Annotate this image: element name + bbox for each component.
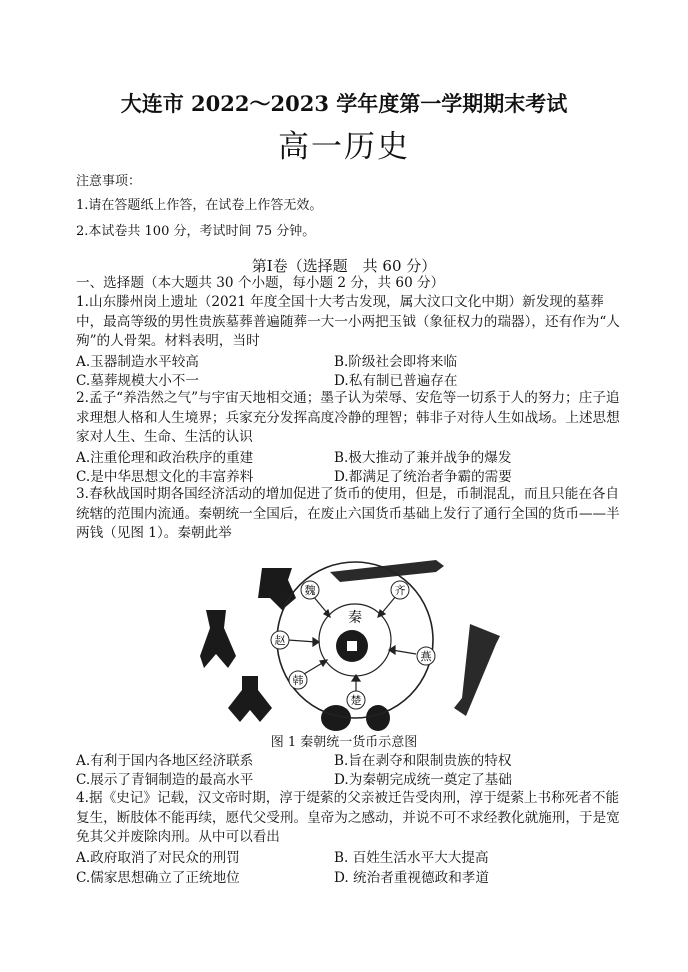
- exam-title: 大连市 2022～2023 学年度第一学期期末考试: [120, 91, 568, 116]
- state-label-zhao: 赵: [274, 634, 286, 647]
- q4-option-d: D. 统治者重视德政和孝道: [334, 870, 489, 886]
- state-label-chu: 楚: [350, 694, 362, 707]
- currency-unification-figure: [200, 558, 500, 736]
- question-3-stem: 3.春秋战国时期各国经济活动的增加促进了货币的使用，但是，币制混乱，而且只能在各自统辖的范围内流通。秦朝统一全国后，在废止六国货币基础上发行了通行全国的货币——半两钱（见图 1）。秦朝此举: [76, 486, 620, 541]
- q1-option-a: A.玉器制造水平较高: [76, 354, 199, 370]
- knife-coin-icon: [454, 624, 500, 716]
- note-item: 2.本试卷共 100 分，考试时间 75 分钟。: [76, 224, 316, 239]
- section-title: 第Ⅰ卷（选择题 共 60 分）: [251, 257, 437, 275]
- q2-option-a: A.注重伦理和政治秩序的重建: [76, 450, 254, 466]
- question-1-stem: 1.山东滕州岗上遗址（2021 年度全国十大考古发现，属大汶口文化中期）新发现的墓葬中，最高等级的男性贵族墓葬普遍随葬一大一小两把玉钺（象征权力的瑞器），还有作为“人殉”的人骨架。材料表明，当时: [76, 294, 620, 349]
- note-item: 1.请在答题纸上作答，在试卷上作答无效。: [76, 198, 323, 213]
- q2-option-d: D.都满足了统治者争霸的需要: [334, 469, 512, 485]
- q2-option-c: C.是中华思想文化的丰富养料: [76, 469, 254, 485]
- q3-option-c: C.展示了青铜制造的最高水平: [76, 772, 254, 788]
- spade-coin-icon: [200, 610, 236, 668]
- state-label-yan: 燕: [420, 650, 432, 663]
- q3-option-d: D.为秦朝完成统一奠定了基础: [334, 772, 512, 788]
- q4-option-c: C.儒家思想确立了正统地位: [76, 870, 240, 886]
- knife-coin-icon: [330, 560, 444, 582]
- center-label-qin: 秦: [348, 610, 362, 626]
- figure-caption: 图 1 秦朝统一货币示意图: [270, 735, 418, 750]
- section-intro: 一、选择题（本大题共 30 个小题，每小题 2 分，共 60 分）: [76, 275, 445, 291]
- q4-option-b: B. 百姓生活水平大大提高: [334, 850, 489, 866]
- state-label-han: 韩: [292, 674, 304, 687]
- q4-option-a: A.政府取消了对民众的刑罚: [76, 850, 240, 866]
- spade-coin-icon: [258, 568, 296, 610]
- q1-option-c: C.墓葬规模大小不一: [76, 373, 199, 389]
- notes-heading: 注意事项：: [76, 174, 142, 189]
- q3-option-a: A.有利于国内各地区经济联系: [76, 753, 254, 769]
- state-label-qi: 齐: [394, 584, 406, 597]
- round-coin-icon: [366, 705, 390, 731]
- spade-coin-icon: [228, 676, 272, 722]
- exam-subject: 高一历史: [278, 129, 410, 165]
- q1-option-b: B.阶级社会即将来临: [334, 354, 458, 370]
- q2-option-b: B.极大推动了兼并战争的爆发: [334, 450, 512, 466]
- q3-option-b: B.旨在剥夺和限制贵族的特权: [334, 753, 512, 769]
- state-label-wei: 魏: [304, 584, 316, 597]
- q1-option-d: D.私有制已普遍存在: [334, 373, 458, 389]
- question-4-stem: 4.据《史记》记载，汉文帝时期，淳于缇萦的父亲被迁告受肉刑，淳于缇萦上书称死者不能复生，断肢体不能再续，愿代父受刑。皇帝为之感动，并说不可不求经教化就施刑，于是宽免其父并废除肉刑。从中可以看出: [76, 790, 620, 845]
- question-2-stem: 2.孟子“养浩然之气”与宇宙天地相交通；墨子认为荣辱、安危等一切系于人的努力；庄子追求理想人格和人生境界；兵家充分发挥高度冷静的理智；韩非子对待人生如战场。上述思想家对人生、生命、生活的认识: [76, 390, 620, 445]
